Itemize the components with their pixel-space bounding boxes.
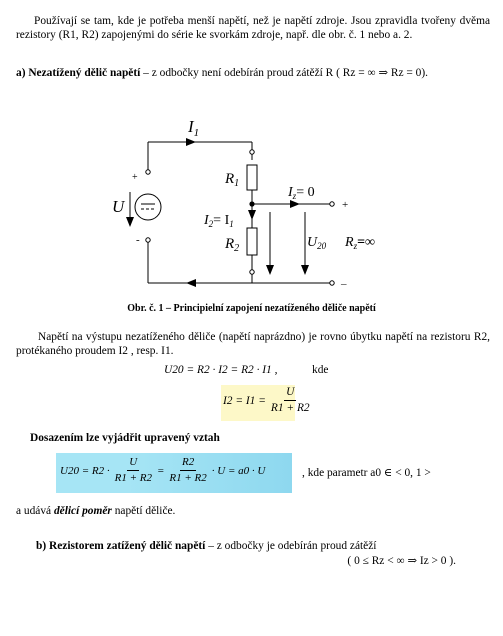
resistor-r1 bbox=[247, 165, 257, 190]
label-r2: $R_2$ bbox=[225, 236, 240, 254]
label-u20: $U_{20}$ bbox=[307, 235, 327, 251]
ratio-paragraph: a udává dělicí poměr napětí děliče. bbox=[16, 505, 176, 517]
section-b-paragraph bbox=[36, 539, 496, 569]
terminal-plus bbox=[330, 202, 334, 206]
label-minus-right: – bbox=[341, 278, 347, 290]
section-b-condition: ( 0 ≤ Rz < ∞ ⇒ Iz > 0 ). bbox=[347, 555, 456, 567]
label-r1: $R_1$ bbox=[225, 171, 240, 189]
equation-kde: kde bbox=[312, 364, 329, 376]
label-plus-left: + bbox=[132, 172, 138, 183]
resistor-r2 bbox=[247, 228, 257, 255]
section-a-text: – z odbočky není odebírán proud zátěží R bbox=[140, 67, 334, 79]
i1-arrow-icon bbox=[186, 138, 196, 146]
paragraph-2: Napětí na výstupu nezatíženého děliče (napětí naprázdno) je rovno úbytku napětí na rezistoru R2, protékaného proudem I2 , resp. I1. bbox=[16, 331, 490, 357]
figure-caption: Obr. č. 1 – Principielní zapojení nezatíženého děliče napětí bbox=[127, 303, 376, 314]
i2-arrow-icon bbox=[248, 210, 256, 220]
iz-arrow-icon bbox=[290, 200, 300, 208]
label-u: U bbox=[112, 197, 125, 216]
label-i2-eq-i1: $I_2= I_1$ bbox=[204, 213, 234, 229]
section-b-text: – z odbočky je odebírán proud zátěží bbox=[205, 540, 377, 552]
circuit-diagram bbox=[0, 0, 503, 300]
terminal-minus bbox=[330, 281, 334, 285]
section-a-condition: ( Rz = ∞ ⇒ Rz = 0). bbox=[333, 67, 429, 79]
label-plus-right: + bbox=[342, 199, 349, 211]
equation-u20: U20 = R2 · I2 = R2 · I1 , bbox=[164, 364, 278, 376]
section-a-heading: a) Nezatížený dělič napětí bbox=[16, 67, 141, 79]
equation-i2: I2 = I1 = $\frac{U}{R1 + R2}$ bbox=[223, 386, 310, 414]
equation-u20-divider: U20 = R2 · $\frac{U}{R1 + R2}$ = $\frac{R2}{R1 + R2}$ · U = a0 · U bbox=[60, 456, 266, 484]
label-iz: $I_z= 0$ bbox=[288, 185, 315, 201]
voltage-source bbox=[135, 194, 161, 220]
substitution-lead: Dosazením lze vyjádřit upravený vztah bbox=[30, 432, 220, 444]
section-b-heading: b) Rezistorem zatížený dělič napětí bbox=[36, 540, 206, 552]
intro-paragraph: Používají se tam, kde je potřeba menší napětí, než je napětí zdroje. Jsou zpravidla tvořeny dvěma rezistory (R1, R2) zapojenými do série ke svorkám zdroje, např. dle obr. č. 1 nebo a. 2. bbox=[16, 15, 490, 41]
parameter-text: , kde parametr a0 ∈ < 0, 1 > bbox=[302, 467, 431, 479]
return-arrow-icon bbox=[186, 279, 196, 287]
label-minus-left: - bbox=[136, 234, 140, 246]
label-rz: $R_z=\infty$ bbox=[345, 235, 376, 251]
junction-dot bbox=[249, 201, 254, 206]
label-i1: $I_1$ bbox=[188, 117, 200, 139]
